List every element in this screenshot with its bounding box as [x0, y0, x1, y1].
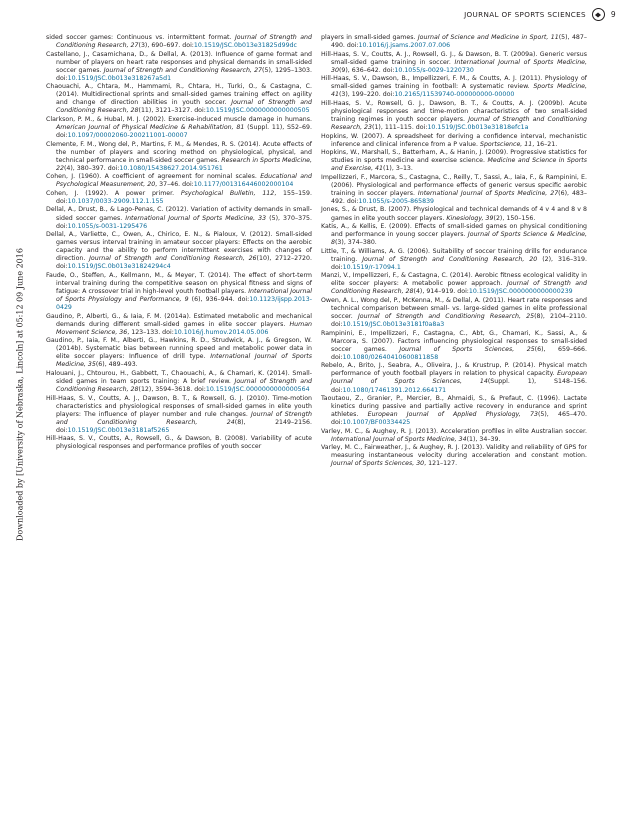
- reference-pages: (2), 150–156.: [493, 214, 536, 222]
- doi-link[interactable]: 10.1016/j.jsams.2007.07.006: [358, 42, 451, 50]
- reference-text: Hill-Haas, S. V., Coutts, A. J., Dawson, B. T., & Rowsell, G. J. (2010). Time-motion characteristics and physiological responses of small-sided games in elite youth players: The influence of player number and rule changes.: [46, 394, 312, 418]
- reference-entry: [321, 248, 587, 272]
- reference-text: Dellal, A., Varliette, C., Owen, A., Chirico, E. N., & Pialoux, V. (2012). Small-sided games versus interval training in amateur soccer players: Effects on the aerobic capacity and the ability to perform intermittent exercises with changes of direction.: [46, 231, 312, 263]
- doi-link[interactable]: 10.1055/s-0029-1220730: [394, 66, 474, 74]
- reference-journal: Journal of Sports Science & Medicine, 8: [331, 231, 587, 247]
- reference-pages: (6), 483–492. doi:: [331, 189, 587, 205]
- reference-journal: Medicine and Science in Sports and Exercise, 41: [331, 157, 587, 173]
- doi-link[interactable]: 10.1519/JSC.0b013e3181f0a8a3: [342, 321, 445, 329]
- reference-text: Hill-Haas, S. V., Rowsell, G. J., Dawson, B. T., & Coutts, A. J. (2009b). Acute physiological responses and time-motion characteristics of two small-sided training regimes in youth soccer players.: [321, 99, 587, 123]
- reference-pages: , 37–46. doi:: [155, 181, 194, 189]
- reference-text: Clemente, F. M., Wong del, P., Martins, F. M., & Mendes, R. S. (2014). Acute effects of the number of players and scoring method on physiological, physical, and technical performance in small-sided soccer games.: [46, 140, 312, 164]
- doi-link[interactable]: 10.1519/JSC.0b013e318267a5d1: [67, 74, 172, 82]
- reference-text: Katis, A., & Kellis, E. (2009). Effects of small-sided games on physical conditioning and performance in young soccer players.: [321, 223, 587, 239]
- reference-entry: [321, 34, 587, 50]
- reference-journal: International Journal of Sports Medicine, 27: [417, 189, 559, 197]
- doi-link[interactable]: 10.1519/JSC.0000000000000505: [205, 107, 310, 115]
- reference-journal: Journal of Strength and Conditioning Research, 28: [56, 99, 312, 115]
- doi-link[interactable]: 10.1519/JSC.0b013e3181af5265: [67, 426, 170, 434]
- reference-entry: [46, 370, 312, 394]
- reference-entry: [321, 100, 587, 132]
- reference-entry: [46, 206, 312, 230]
- reference-pages: (3), 690–697. doi:: [138, 42, 194, 50]
- reference-pages: (12), 3594–3618. doi:: [138, 386, 206, 394]
- reference-journal: Journal of Strength and Conditioning Research, 27: [56, 34, 312, 50]
- reference-pages: (4), 914–919. doi:: [413, 288, 469, 296]
- journal-logo-icon: [592, 8, 605, 21]
- reference-entry: [46, 34, 312, 50]
- doi-link[interactable]: 10.1037/0033-2909.112.1.155: [67, 197, 164, 205]
- reference-journal: Journal of Strength and Conditioning Research, 27: [103, 66, 263, 74]
- reference-entry: [321, 362, 587, 394]
- doi-link[interactable]: 10.1123/ijspp.2013-0429: [56, 296, 313, 312]
- running-header: [464, 8, 616, 21]
- reference-pages: , 121–127.: [424, 460, 458, 468]
- doi-link[interactable]: 10.1177/001316446002000104: [193, 181, 294, 189]
- reference-entry: [321, 174, 587, 206]
- reference-text: Little, T., & Williams, A. G. (2006). Suitability of soccer training drills for endurance training.: [321, 247, 587, 263]
- reference-text: sided soccer games: Continuous vs. intermittent format.: [46, 34, 235, 41]
- reference-journal: American Journal of Physical Medicine & Rehabilitation, 81: [56, 124, 245, 132]
- reference-entry: [46, 173, 312, 189]
- reference-pages: (5), 465–470. doi:: [331, 411, 588, 427]
- reference-text: Faude, O., Steffen, A., Kellmann, M., & Meyer, T. (2014). The effect of short-term interval training during the competitive season on physical fitness and signs of fatigue: A crossover trial in high-level youth football players.: [46, 271, 312, 295]
- reference-journal: European Journal of Applied Physiology, 73: [367, 411, 538, 419]
- reference-journal: International Journal of Sports Physiology and Performance, 9: [56, 287, 312, 303]
- reference-pages: (1), 3–13.: [383, 165, 413, 173]
- reference-pages: (3), 374–380.: [334, 239, 377, 247]
- reference-entry: [46, 83, 312, 115]
- download-watermark: Downloaded by [University of Nebraska, Lincoln] at 05:12 09 June 2016: [15, 248, 25, 541]
- reference-text: players in small-sided games.: [321, 34, 418, 41]
- reference-text: Hopkins, W. (2007). A spreadsheet for deriving a confidence interval, mechanistic inference and clinical inference from a P value.: [321, 132, 587, 148]
- reference-pages: (1), 111–115. doi:: [372, 124, 428, 132]
- reference-pages: (10), 2712–2720. doi:: [56, 255, 312, 271]
- doi-link[interactable]: 10.1519/JSC.0000000000000564: [205, 386, 310, 394]
- references-left-column: [46, 34, 312, 452]
- reference-journal: International Journal of Sports Medicine, 35: [56, 353, 312, 369]
- reference-journal: Journal of Sports Sciences, 30: [331, 460, 425, 468]
- reference-entry: [321, 75, 587, 99]
- reference-text: Hopkins, W., Marshall, S., Batterham, A., & Hanin, J. (2009). Progressive statistics for studies in sports medicine and exercise science.: [321, 149, 587, 165]
- reference-text: Varley, M. C., & Aughey, R. J. (2013). Acceleration profiles in elite Australian soccer.: [321, 427, 587, 435]
- reference-entry: [321, 133, 587, 149]
- reference-text: Dellal, A., Drust, B., & Lago-Penas, C. (2012). Variation of activity demands in small-sided soccer games.: [46, 206, 312, 222]
- reference-text: Gaudino, P., Alberti, G., & Iaia, F. M. (2014a). Estimated metabolic and mechanical demands during different small-sided games in elite soccer players.: [46, 312, 312, 328]
- reference-pages: (8), 2104–2110. doi:: [331, 313, 587, 329]
- reference-journal: Journal of Strength and Conditioning Research, 26: [89, 255, 257, 263]
- reference-pages: (6), 489–493.: [95, 361, 138, 369]
- reference-journal: Journal of Strength and Conditioning Research, 20: [362, 255, 538, 263]
- reference-text: Cohen, J. (1992). A power primer.: [46, 189, 181, 197]
- reference-text: Impellizzeri, F., Marcora, S., Castagna, C., Reilly, T., Sassi, A., Iaia, F., & Rampinini, E. (2006). Physiological and performance effects of generic versus specific aerobic training in soccer players.: [321, 173, 587, 197]
- reference-text: Varley, M. C., Fairweather, J., & Aughey, R. J. (2013). Validity and reliability of GPS for measuring instantaneous velocity during acceleration and constant motion.: [321, 444, 587, 460]
- reference-entry: [46, 51, 312, 83]
- reference-pages: (1), 34–39.: [466, 435, 501, 443]
- reference-entry: [46, 313, 312, 337]
- reference-journal: European Journal of Sports Sciences, 14: [331, 370, 587, 386]
- reference-text: Manzi, V., Impellizzeri, F., & Castagna, C. (2014). Aerobic fitness ecological validity in elite soccer players: A metabolic power approach.: [321, 272, 587, 288]
- reference-text: Gaudino, P., Iaia, F. M., Alberti, G., Hawkins, R. D., Strudwick, A. J., & Gregson, W. (2014b). Systematic bias between running speed and metabolic power data in elite soccer players: Influence of drill type.: [46, 337, 312, 361]
- reference-text: Clarkson, P. M., & Hubal, M. J. (2002). Exercise-induced muscle damage in humans.: [46, 115, 312, 123]
- reference-entry: [46, 231, 312, 271]
- reference-entry: [321, 330, 587, 362]
- doi-link[interactable]: 10.1080/15438627.2014.951761: [119, 164, 223, 172]
- doi-link[interactable]: 10.1055/s-2005-865839: [358, 197, 435, 205]
- reference-entry: [321, 444, 587, 468]
- reference-text: Rampinini, E., Impellizzeri, F., Castagna, C., Abt, G., Chamari, K., Sassi, A., & Marcora, S. (2007). Factors influencing physiological responses to small-sided soccer games.: [321, 329, 587, 353]
- reference-pages: , 16–21.: [532, 140, 558, 148]
- reference-journal: Journal of Strength and Conditioning Research, 25: [357, 313, 535, 321]
- reference-entry: [321, 223, 587, 247]
- reference-entry: [46, 395, 312, 435]
- doi-link[interactable]: 10.1519/JSC.0b013e31825d99dc: [193, 42, 297, 50]
- reference-pages: (5), 370–375. doi:: [56, 214, 313, 230]
- reference-journal: Journal of Strength and Conditioning Research, 24: [56, 410, 312, 426]
- doi-link[interactable]: 10.1097/00002060-200211001-00007: [67, 132, 188, 140]
- reference-pages: , 123–133. doi:: [127, 328, 174, 336]
- reference-pages: (4), 380–397. doi:: [63, 164, 120, 172]
- reference-pages: (3), 199–220. doi:: [338, 91, 395, 99]
- reference-entry: [321, 149, 587, 173]
- references-right-column: [321, 34, 587, 469]
- reference-entry: [321, 395, 587, 427]
- reference-pages: (11), 3121–3127. doi:: [138, 107, 206, 115]
- reference-journal: Sports Medicine, 41: [331, 83, 587, 99]
- reference-entry: [321, 297, 587, 329]
- page-number: 9: [610, 10, 616, 19]
- reference-entry: [46, 141, 312, 173]
- reference-journal: International Journal of Sports Medicine, 33: [125, 214, 267, 222]
- doi-link[interactable]: 10.1016/j.humov.2014.05.006: [173, 328, 269, 336]
- reference-text: Hill-Haas, S. V., Coutts, A. J., Rowsell, G. J., & Dawson, B. T. (2009a). Generic versus small-sided game training in soccer.: [321, 50, 587, 66]
- reference-text: Taoutaou, Z., Granier, P., Mercier, B., Ahmaidi, S., & Prefaut, C. (1996). Lactate kinetics during passive and partially active recovery in endurance and sprint athletes.: [321, 395, 587, 419]
- reference-text: Owen, A. L., Wong del, P., McKenna, M., & Dellal, A. (2011). Heart rate responses and technical comparison between small- vs. large-sided games in elite professional soccer.: [321, 297, 587, 321]
- reference-journal: Sportscience, 11: [480, 140, 533, 148]
- reference-entry: [321, 51, 587, 75]
- reference-entry: [46, 337, 312, 369]
- reference-entry: [321, 272, 587, 296]
- reference-journal: Journal of Sports Sciences, 25: [399, 345, 535, 353]
- doi-link[interactable]: 10.1007/BF00334425: [342, 419, 411, 427]
- reference-entry: [46, 272, 312, 312]
- reference-journal: International Journal of Sports Medicine, 30: [331, 58, 587, 74]
- reference-entry: [46, 435, 312, 451]
- doi-link[interactable]: 10.2165/11539740-000000000-00000: [394, 91, 515, 99]
- reference-entry: [46, 116, 312, 140]
- reference-text: Rebelo, A., Brito, J., Seabra, A., Oliveira, J., & Krustrup, P. (2014). Physical match performance of youth football players in relation to physical capacity.: [321, 362, 587, 378]
- reference-pages: (2), 316–319. doi:: [331, 255, 587, 271]
- reference-entry: [46, 190, 312, 206]
- reference-journal: Journal of Strength and Conditioning Research, 28: [331, 280, 587, 296]
- reference-text: Hill-Haas, S. V., Coutts, A., Rowsell, G., & Dawson, B. (2008). Variability of acute physiological responses and performance profiles of youth soccer: [46, 435, 312, 451]
- reference-pages: (Suppl. 1), S148–156. doi:: [331, 378, 587, 394]
- reference-pages: , 155–159. doi:: [56, 189, 312, 205]
- doi-link[interactable]: 10.1519/r-17094.1: [342, 263, 401, 271]
- reference-journal: Journal of Strength and Conditioning Research, 28: [56, 377, 312, 394]
- reference-text: Chaouachi, A., Chtara, M., Hammami, R., Chtara, H., Turki, O., & Castagna, C. (2014). Multidirectional sprints and small-sided games training effect on agility and change of direction abilities in youth soccer.: [46, 83, 312, 107]
- reference-text: Cohen, J. (1960). A coefficient of agreement for nominal scales.: [46, 173, 261, 181]
- reference-text: Jones, S., & Drust, B. (2007). Physiological and technical demands of 4 v 4 and 8 v 8 games in elite youth soccer players.: [321, 206, 587, 222]
- reference-journal: Journal of Strength and Conditioning Research, 23: [331, 115, 587, 132]
- reference-journal: Kinesiology, 39: [446, 214, 494, 222]
- reference-pages: (9), 636–642. doi:: [338, 66, 395, 74]
- reference-pages: (6), 936–944. doi:: [188, 296, 250, 303]
- reference-journal: Research in Sports Medicine, 22: [56, 156, 313, 172]
- doi-link[interactable]: 10.1519/JSC.0000000000000239: [468, 288, 573, 296]
- reference-pages: (6), 659–666. doi:: [331, 345, 587, 361]
- reference-entry: [321, 428, 587, 444]
- reference-pages: (Suppl. 11), S52–69. doi:: [56, 124, 312, 140]
- reference-text: Halouani, J., Chtourou, H., Gabbett, T., Chaouachi, A., & Chamari, K. (2014). Small-sided games in team sports training: A brief review.: [46, 369, 312, 385]
- reference-pages: (5), 1295–1303. doi:: [56, 66, 312, 82]
- journal-title: JOURNAL OF SPORTS SCIENCES: [464, 10, 586, 19]
- doi-link[interactable]: 10.1080/02640410600811858: [342, 353, 439, 361]
- doi-link[interactable]: 10.1080/17461391.2012.664171: [342, 386, 447, 394]
- reference-journal: Journal of Science and Medicine in Sport, 11: [417, 34, 559, 41]
- reference-entry: [321, 206, 587, 222]
- reference-journal: Human Movement Science, 36: [56, 320, 312, 336]
- doi-link[interactable]: 10.1519/JSC.0b013e31818efc1a: [427, 124, 529, 132]
- doi-link[interactable]: 10.1519/JSC.0b013e31824294c4: [67, 263, 171, 271]
- reference-pages: (5), 487–490. doi:: [331, 34, 587, 50]
- reference-journal: Educational and Psychological Measurement, 20: [56, 173, 312, 189]
- reference-pages: (8), 2149–2156. doi:: [56, 418, 313, 434]
- reference-text: Castellano, J., Casamichana, D., & Dellal, A. (2013). Influence of game format and number of players on heart rate responses and physical demands in small-sided soccer games.: [46, 50, 312, 74]
- reference-text: Hill-Haas, S. V., Dawson, B., Impellizzeri, F. M., & Coutts, A. J. (2011). Physiology of small-sided games training in football: A systematic review.: [321, 75, 587, 91]
- reference-journal: Psychological Bulletin, 112: [180, 189, 275, 197]
- doi-link[interactable]: 10.1055/s-0031-1295476: [67, 222, 148, 230]
- reference-journal: International Journal of Sports Medicine, 34: [331, 435, 467, 443]
